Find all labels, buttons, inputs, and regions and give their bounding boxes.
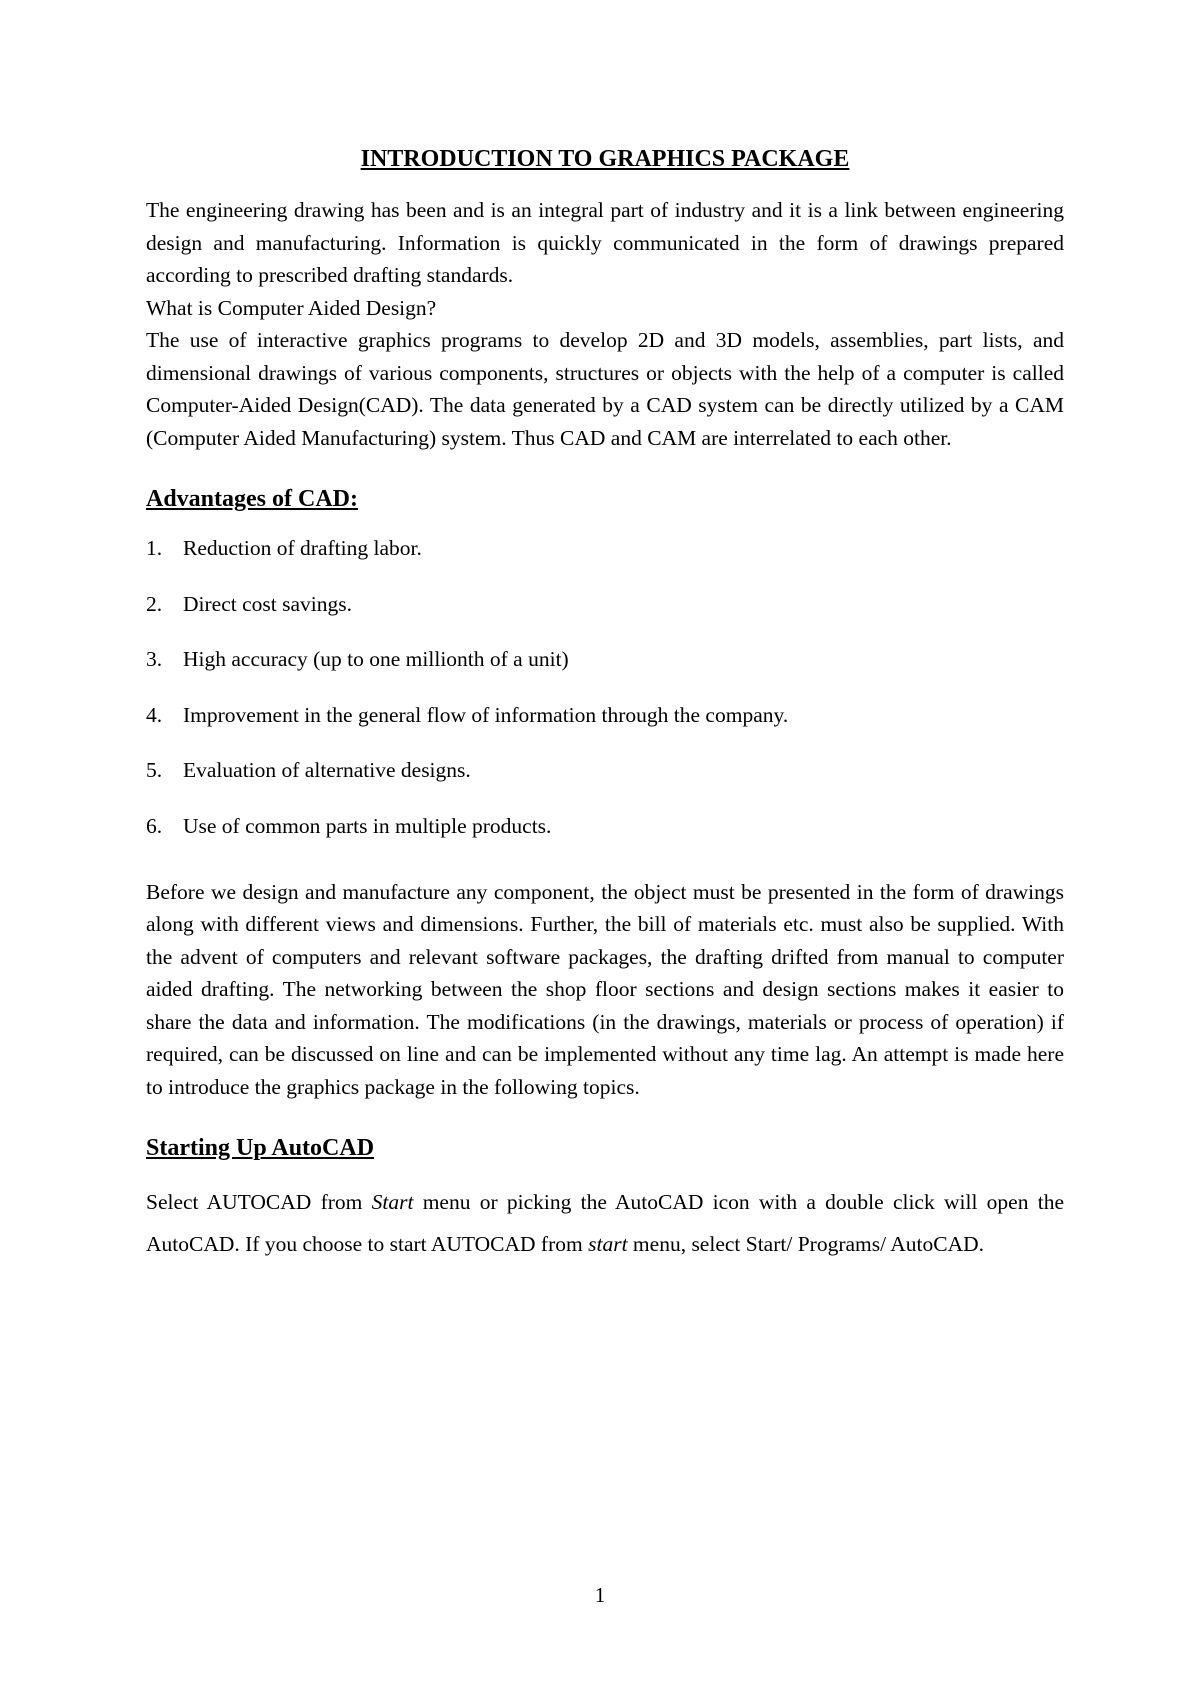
list-item-text: Reduction of drafting labor. <box>183 536 422 560</box>
list-item-number: 5. <box>146 758 163 782</box>
advantages-heading: Advantages of CAD: <box>146 486 358 512</box>
list-item-number: 1. <box>146 536 163 560</box>
list-item-number: 6. <box>146 813 163 838</box>
intro-paragraph: The engineering drawing has been and is an integral part of industry and it is a link between engineering design and manufacturing. Information is quickly communicated in the form of drawings prepared according to prescribed drafting standards. <box>146 198 1064 287</box>
startup-paragraph <box>146 1181 1064 1265</box>
list-item-number: 4. <box>146 702 163 727</box>
list-item <box>146 588 1064 620</box>
advantages-list <box>146 532 1064 842</box>
document-page <box>146 142 1064 1265</box>
list-item <box>146 643 1064 675</box>
list-item-text: Improvement in the general flow of information through the company. <box>183 702 789 727</box>
list-item <box>146 532 1064 564</box>
list-item-text: Evaluation of alternative designs. <box>183 758 471 782</box>
document-title: INTRODUCTION TO GRAPHICS PACKAGE <box>360 146 850 172</box>
startup-text-part-1: Select AUTOCAD from <box>146 1190 372 1214</box>
list-item <box>146 754 1064 786</box>
cad-question: What is Computer Aided Design? <box>146 295 437 320</box>
start-menu-lower-italic: start <box>588 1232 628 1256</box>
startup-text-part-2: menu or picking the AutoCAD icon with a double click will open the AutoCAD. If you choose to start AUTOCAD from <box>146 1190 1064 1256</box>
list-item-text: Direct cost savings. <box>183 591 352 616</box>
list-item <box>146 810 1064 842</box>
page-number: 1 <box>594 1583 606 1607</box>
list-item-number: 3. <box>146 647 163 671</box>
list-item <box>146 699 1064 731</box>
list-item-text: Use of common parts in multiple products. <box>183 813 552 838</box>
startup-text-part-3: menu, select Start/ Programs/ AutoCAD. <box>627 1232 985 1256</box>
startup-heading: Starting Up AutoCAD <box>146 1135 375 1161</box>
design-paragraph: Before we design and manufacture any component, the object must be presented in the form of drawings along with different views and dimensions. Further, the bill of materials etc. must also be supplied. With the advent of computers and relevant software packages, the drafting drifted from manual to computer aided drafting. The networking between the shop floor sections and design sections makes it easier to share the data and information. The modifications (in the drawings, materials or process of operation) if required, can be discussed on line and can be implemented without any time lag. An attempt is made here to introduce the graphics package in the following topics. <box>146 879 1064 1099</box>
cad-definition-paragraph: The use of interactive graphics programs to develop 2D and 3D models, assemblies, part lists, and dimensional drawings of various components, structures or objects with the help of a computer is called Computer-Aided Design(CAD). The data generated by a CAD system can be directly utilized by a CAM (Computer Aided Manufacturing) system. Thus CAD and CAM are interrelated to each other. <box>146 328 1064 450</box>
start-menu-italic: Start <box>371 1190 414 1214</box>
list-item-text: High accuracy (up to one millionth of a unit) <box>183 647 569 671</box>
list-item-number: 2. <box>146 591 163 616</box>
